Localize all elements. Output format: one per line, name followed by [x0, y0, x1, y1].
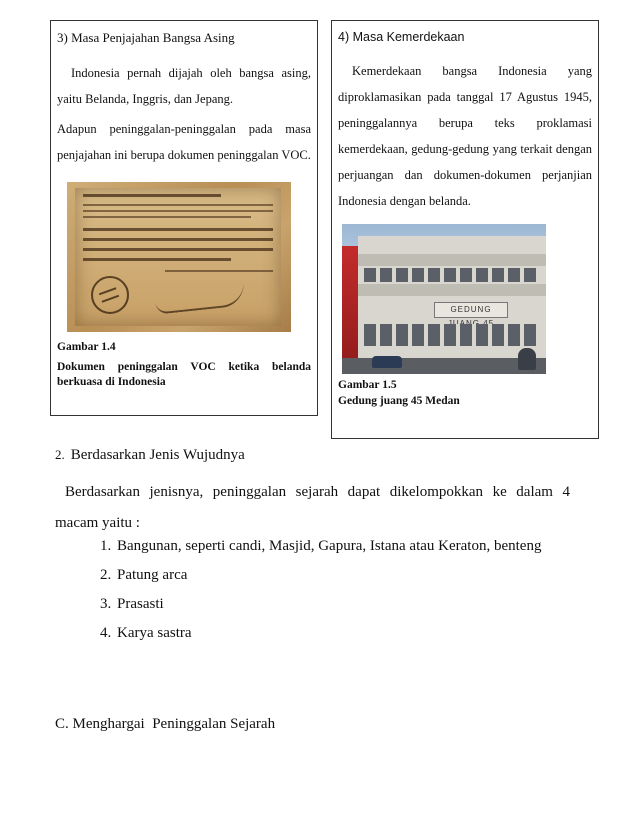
figure-1-5-caption: Gedung juang 45 Medan	[338, 395, 460, 407]
list-item: 1. Bangunan, seperti candi, Masjid, Gapura, Istana atau Keraton, benteng	[100, 538, 542, 554]
list-item: 2. Patung arca	[100, 567, 188, 583]
gedung-juang-photo	[342, 224, 546, 374]
section-2-number: 2.	[55, 447, 65, 462]
seal-mark	[91, 276, 129, 314]
list-item: 3. Prasasti	[100, 596, 164, 612]
section-c-heading: C. Menghargai Peninggalan Sejarah	[55, 716, 276, 732]
section-2-title: Berdasarkan Jenis Wujudnya	[70, 447, 245, 463]
right-box-paragraph-1: Kemerdekaan bangsa Indonesia yang diproklamasikan pada tanggal 17 Agustus 1945, peninggalannya berupa teks proklamasi kemerdekaan, gedung-gedung yang terkait dengan perjuangan dan dokumen-dokumen perjanjian Indonesia dengan belanda.	[338, 64, 592, 208]
left-box-paragraph-2: Adapun peninggalan-peninggalan pada masa penjajahan ini berupa dokumen peninggalan VOC.	[57, 122, 311, 162]
heritage-type-list	[100, 532, 570, 648]
section-2-paragraph	[55, 477, 570, 539]
voc-document-image	[67, 182, 291, 332]
list-item: 4. Karya sastra	[100, 625, 192, 641]
right-box-title: 4) Masa Kemerdekaan	[338, 30, 465, 44]
left-box-paragraph-1: Indonesia pernah dijajah oleh bangsa asing, yaitu Belanda, Inggris, dan Jepang.	[57, 66, 311, 106]
signature-mark	[154, 281, 246, 314]
voc-document-figure	[57, 182, 311, 390]
section-2-paragraph-text: Berdasarkan jenisnya, peninggalan sejarah dapat dikelompokkan ke dalam 4 macam yaitu :	[55, 484, 570, 531]
figure-1-5-label: Gambar 1.5	[338, 379, 397, 391]
building-signboard: GEDUNG	[434, 302, 508, 318]
building-figure	[338, 224, 592, 409]
section-2-heading	[55, 447, 570, 464]
left-box-title: 3) Masa Penjajahan Bangsa Asing	[57, 30, 235, 45]
figure-1-4-caption: Dokumen peninggalan VOC ketika belanda berkuasa di Indonesia	[57, 361, 311, 388]
figure-1-4-label: Gambar 1.4	[57, 341, 116, 353]
left-info-box	[50, 20, 318, 416]
right-info-box	[331, 20, 599, 439]
